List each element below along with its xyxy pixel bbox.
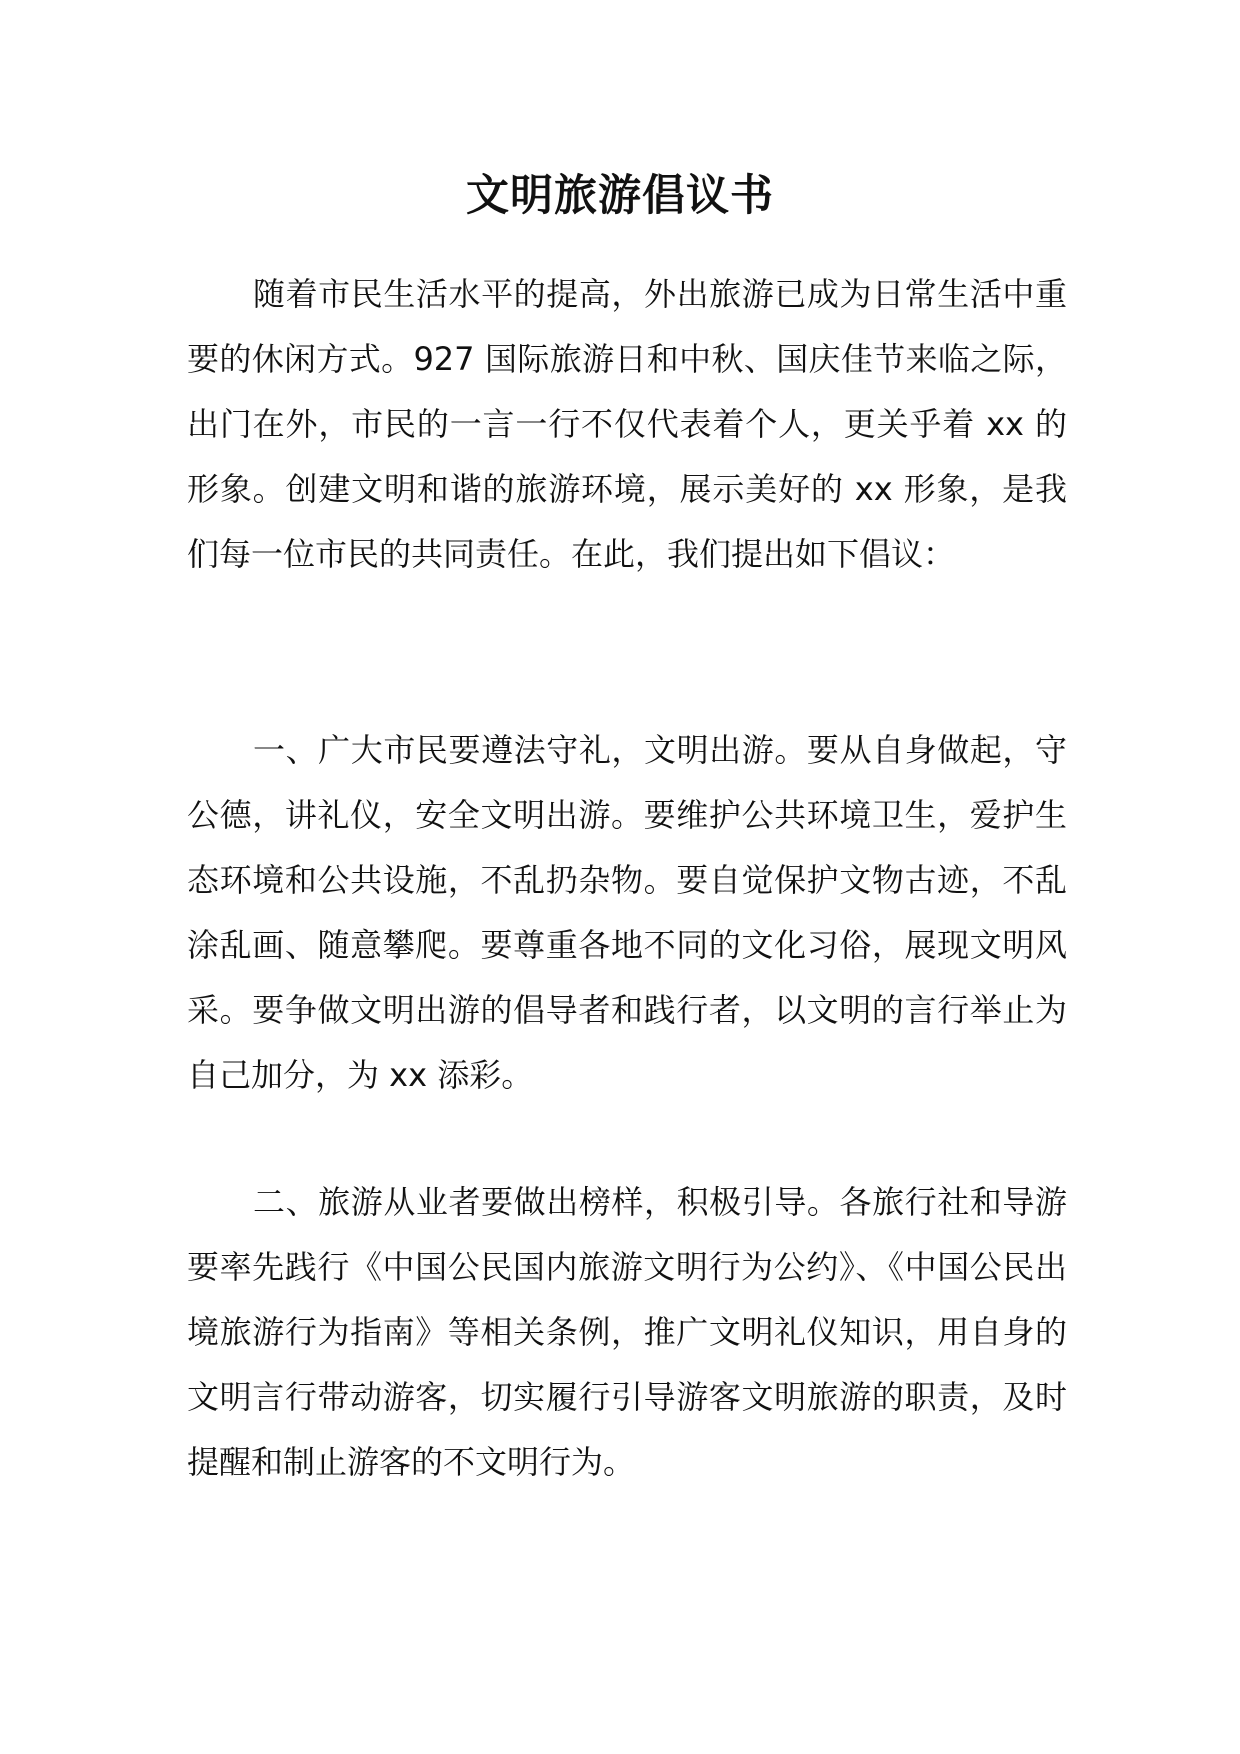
paragraph-proposal-2: 二、旅游从业者要做出榜样，积极引导。各旅行社和导游要率先践行《中国公民国内旅游文明行为公约》、《中国公民出境旅游行为指南》等相关条例，推广文明礼仪知识，用自身的文明言行带动游客，切实履行引导游客文明旅游的职责，及时提醒和制止游客的不文明行为。 xyxy=(187,1183,1067,1481)
document-title: 文明旅游倡议书 xyxy=(466,171,774,221)
paragraph-proposal-1: 一、广大市民要遵法守礼，文明出游。要从自身做起，守公德，讲礼仪，安全文明出游。要维护公共环境卫生，爱护生态环境和公共设施，不乱扔杂物。要自觉保护文物古迹，不乱涂乱画、随意攀爬。要尊重各地不同的文化习俗，展现文明风采。要争做文明出游的倡导者和践行者，以文明的言行举止为自己加分，为 xx 添彩。 xyxy=(187,731,1067,1094)
paragraph-intro: 随着市民生活水平的提高，外出旅游已成为日常生活中重要的休闲方式。927 国际旅游日和中秋、国庆佳节来临之际，出门在外，市民的一言一行不仅代表着个人，更关乎着 xx 的形象。创建文明和谐的旅游环境，展示美好的 xx 形象，是我们每一位市民的共同责任。在此，我们提出如下倡议： xyxy=(187,275,1067,573)
